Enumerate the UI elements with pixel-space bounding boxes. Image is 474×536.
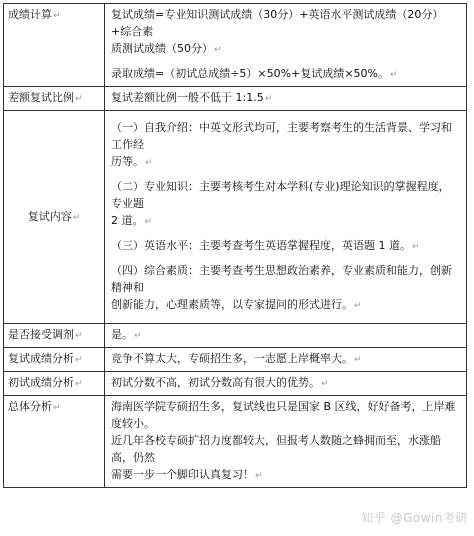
row-content-ratio bbox=[105, 87, 467, 111]
table-row bbox=[4, 324, 467, 348]
table-row bbox=[4, 4, 467, 87]
row-content-retest-content bbox=[105, 111, 467, 324]
text-line: 近几年各校专硕扩招力度都较大，但报考人数随之蜂拥而至，水涨船高，仍然 bbox=[111, 434, 441, 464]
text-line: （二）专业知识：主要考核考生对本学科(专业)理论知识的掌握程度，专业题 bbox=[111, 180, 450, 210]
text-line: 复试差额比例一般不低于 1:1.5↵ bbox=[111, 91, 273, 104]
watermark: 知乎 @Gowin考研 bbox=[361, 511, 468, 525]
text-line: 2 道。↵ bbox=[111, 214, 153, 227]
text-line: 竞争不算太大，专硕招生多，一志愿上岸概率大。↵ bbox=[111, 352, 362, 365]
text-line: 海南医学院专硕招生多，复试线也只是国家 B 区线，好好备考，上岸难度较小。 bbox=[111, 400, 456, 430]
text-line: 是。↵ bbox=[111, 328, 142, 341]
row-label-adjustment: 是否接受调剂↵ bbox=[4, 324, 105, 348]
row-label-retest-analysis: 复试成绩分析↵ bbox=[4, 348, 105, 372]
text-line: 历等。↵ bbox=[111, 155, 153, 168]
row-content-overall bbox=[105, 396, 467, 488]
text-line: 初试分数不高，初试分数高有很大的优势。↵ bbox=[111, 376, 329, 389]
row-content-retest-analysis bbox=[105, 348, 467, 372]
text-line: 录取成绩=（初试总成绩÷5）×50%+复试成绩×50%。↵ bbox=[111, 67, 398, 80]
text-line: 创新能力，心理素质等，以专家提问的形式进行。↵ bbox=[111, 298, 362, 311]
table-row bbox=[4, 372, 467, 396]
table-row bbox=[4, 111, 467, 324]
row-label-score-calc: 成绩计算↵ bbox=[4, 4, 105, 87]
row-label-ratio: 差额复试比例↵ bbox=[4, 87, 105, 111]
row-content-initial-analysis bbox=[105, 372, 467, 396]
table-row bbox=[4, 396, 467, 488]
row-label-overall: 总体分析↵ bbox=[4, 396, 105, 488]
row-label-retest-content: 复试内容↵ bbox=[4, 111, 105, 324]
text-line: 质测试成绩（50分）↵ bbox=[111, 42, 222, 55]
table-row bbox=[4, 348, 467, 372]
text-line: （四）综合素质：主要考查考生思想政治素养，专业素质和能力，创新精神和 bbox=[111, 264, 452, 294]
text-line: 需要一步一个脚印认真复习！↵ bbox=[111, 468, 263, 481]
score-info-table bbox=[3, 3, 467, 488]
row-content-score-calc bbox=[105, 4, 467, 87]
text-line: （一）自我介绍：中英文形式均可，主要考察考生的生活背景、学习和工作经 bbox=[111, 121, 452, 151]
text-line: （三）英语水平：主要考查考生英语掌握程度，英语题 1 道。↵ bbox=[111, 239, 420, 252]
row-content-adjustment bbox=[105, 324, 467, 348]
table-row bbox=[4, 87, 467, 111]
row-label-initial-analysis: 初试成绩分析↵ bbox=[4, 372, 105, 396]
text-line: 复试成绩=专业知识测试成绩（30分）+英语水平测试成绩（20分）+综合素 bbox=[111, 8, 444, 38]
